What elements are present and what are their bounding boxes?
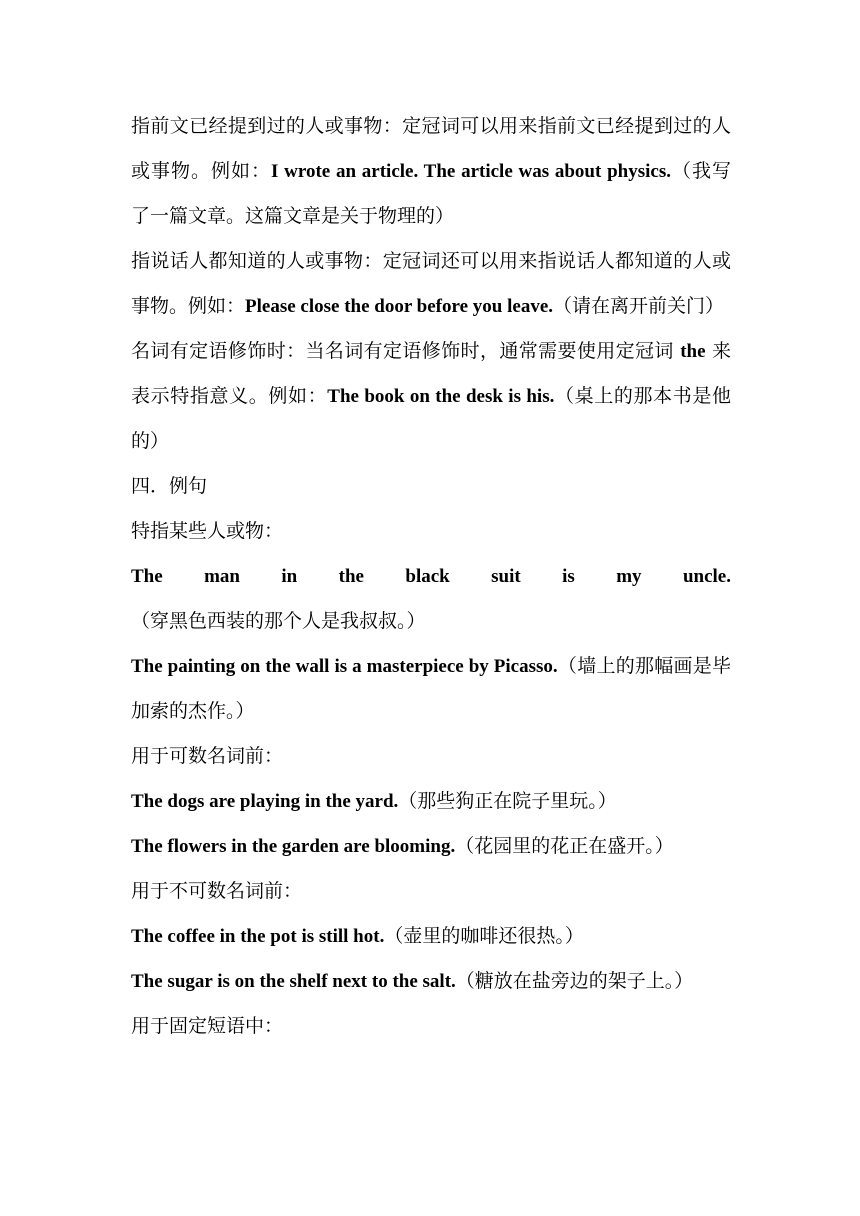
example-en: The book on the desk is his. bbox=[327, 386, 555, 407]
subheading-text: 用于固定短语中： bbox=[131, 1015, 284, 1037]
translation-cn: （那些狗正在院子里玩。） bbox=[398, 790, 617, 812]
subheading-uncountable-nouns bbox=[131, 869, 731, 914]
subheading-text: 用于可数名词前： bbox=[131, 745, 284, 767]
example-en: The flowers in the garden are blooming. bbox=[131, 836, 456, 857]
example-en: The sugar is on the shelf next to the salt. bbox=[131, 971, 456, 992]
paragraph-known-to-speakers bbox=[131, 239, 731, 329]
example-sentence bbox=[131, 914, 731, 959]
example-sentence bbox=[131, 824, 731, 869]
section-heading bbox=[131, 464, 731, 509]
paragraph-previously-mentioned bbox=[131, 104, 731, 239]
subheading-fixed-phrases bbox=[131, 1004, 731, 1049]
example-en: The coffee in the pot is still hot. bbox=[131, 926, 385, 947]
subheading-countable-nouns bbox=[131, 734, 731, 779]
translation-cn: （我写了一篇文章。这篇文章是关于物理的） bbox=[131, 160, 731, 227]
example-sentence bbox=[131, 779, 731, 824]
translation-cn: （桌上的那本书是他的） bbox=[131, 385, 731, 452]
subheading-text: 用于不可数名词前： bbox=[131, 880, 303, 902]
example-en: Please close the door before you leave. bbox=[245, 296, 553, 317]
example-en: The man in the black suit is my uncle. bbox=[131, 566, 731, 587]
paragraph-noun-with-modifier bbox=[131, 329, 731, 464]
example-en: The dogs are playing in the yard. bbox=[131, 791, 399, 812]
subheading-text: 特指某些人或物： bbox=[131, 520, 284, 542]
translation-cn: （请在离开前关门） bbox=[553, 295, 725, 317]
translation-cn: （墙上的那幅画是毕加索的杰作。） bbox=[131, 655, 731, 722]
text-cn: 名词有定语修饰时：当名词有定语修饰时，通常需要使用定冠词 bbox=[131, 340, 681, 362]
translation-cn: （穿黑色西装的那个人是我叔叔。） bbox=[131, 610, 426, 632]
example-en: The painting on the wall is a masterpiece by Picasso. bbox=[131, 656, 558, 677]
text-cn: 指前文已经提到过的人或事物：定冠词可以用来指前文已经提到过的人或事物。例如： bbox=[131, 115, 731, 182]
document-body bbox=[131, 104, 731, 1049]
keyword-the: the bbox=[680, 341, 706, 362]
subheading-specific-people-things bbox=[131, 509, 731, 554]
example-sentence bbox=[131, 554, 731, 644]
translation-cn: （壶里的咖啡还很热。） bbox=[384, 925, 584, 947]
example-en: I wrote an article. The article was about physics. bbox=[271, 161, 671, 182]
example-sentence bbox=[131, 959, 731, 1004]
heading-text: 四．例句 bbox=[131, 475, 208, 497]
translation-cn: （花园里的花正在盛开。） bbox=[455, 835, 674, 857]
text-cn: 来表示特指意义。例如： bbox=[131, 340, 731, 407]
translation-cn: （糖放在盐旁边的架子上。） bbox=[455, 970, 694, 992]
text-cn: 指说话人都知道的人或事物：定冠词还可以用来指说话人都知道的人或事物。例如： bbox=[131, 250, 731, 317]
example-sentence bbox=[131, 644, 731, 734]
